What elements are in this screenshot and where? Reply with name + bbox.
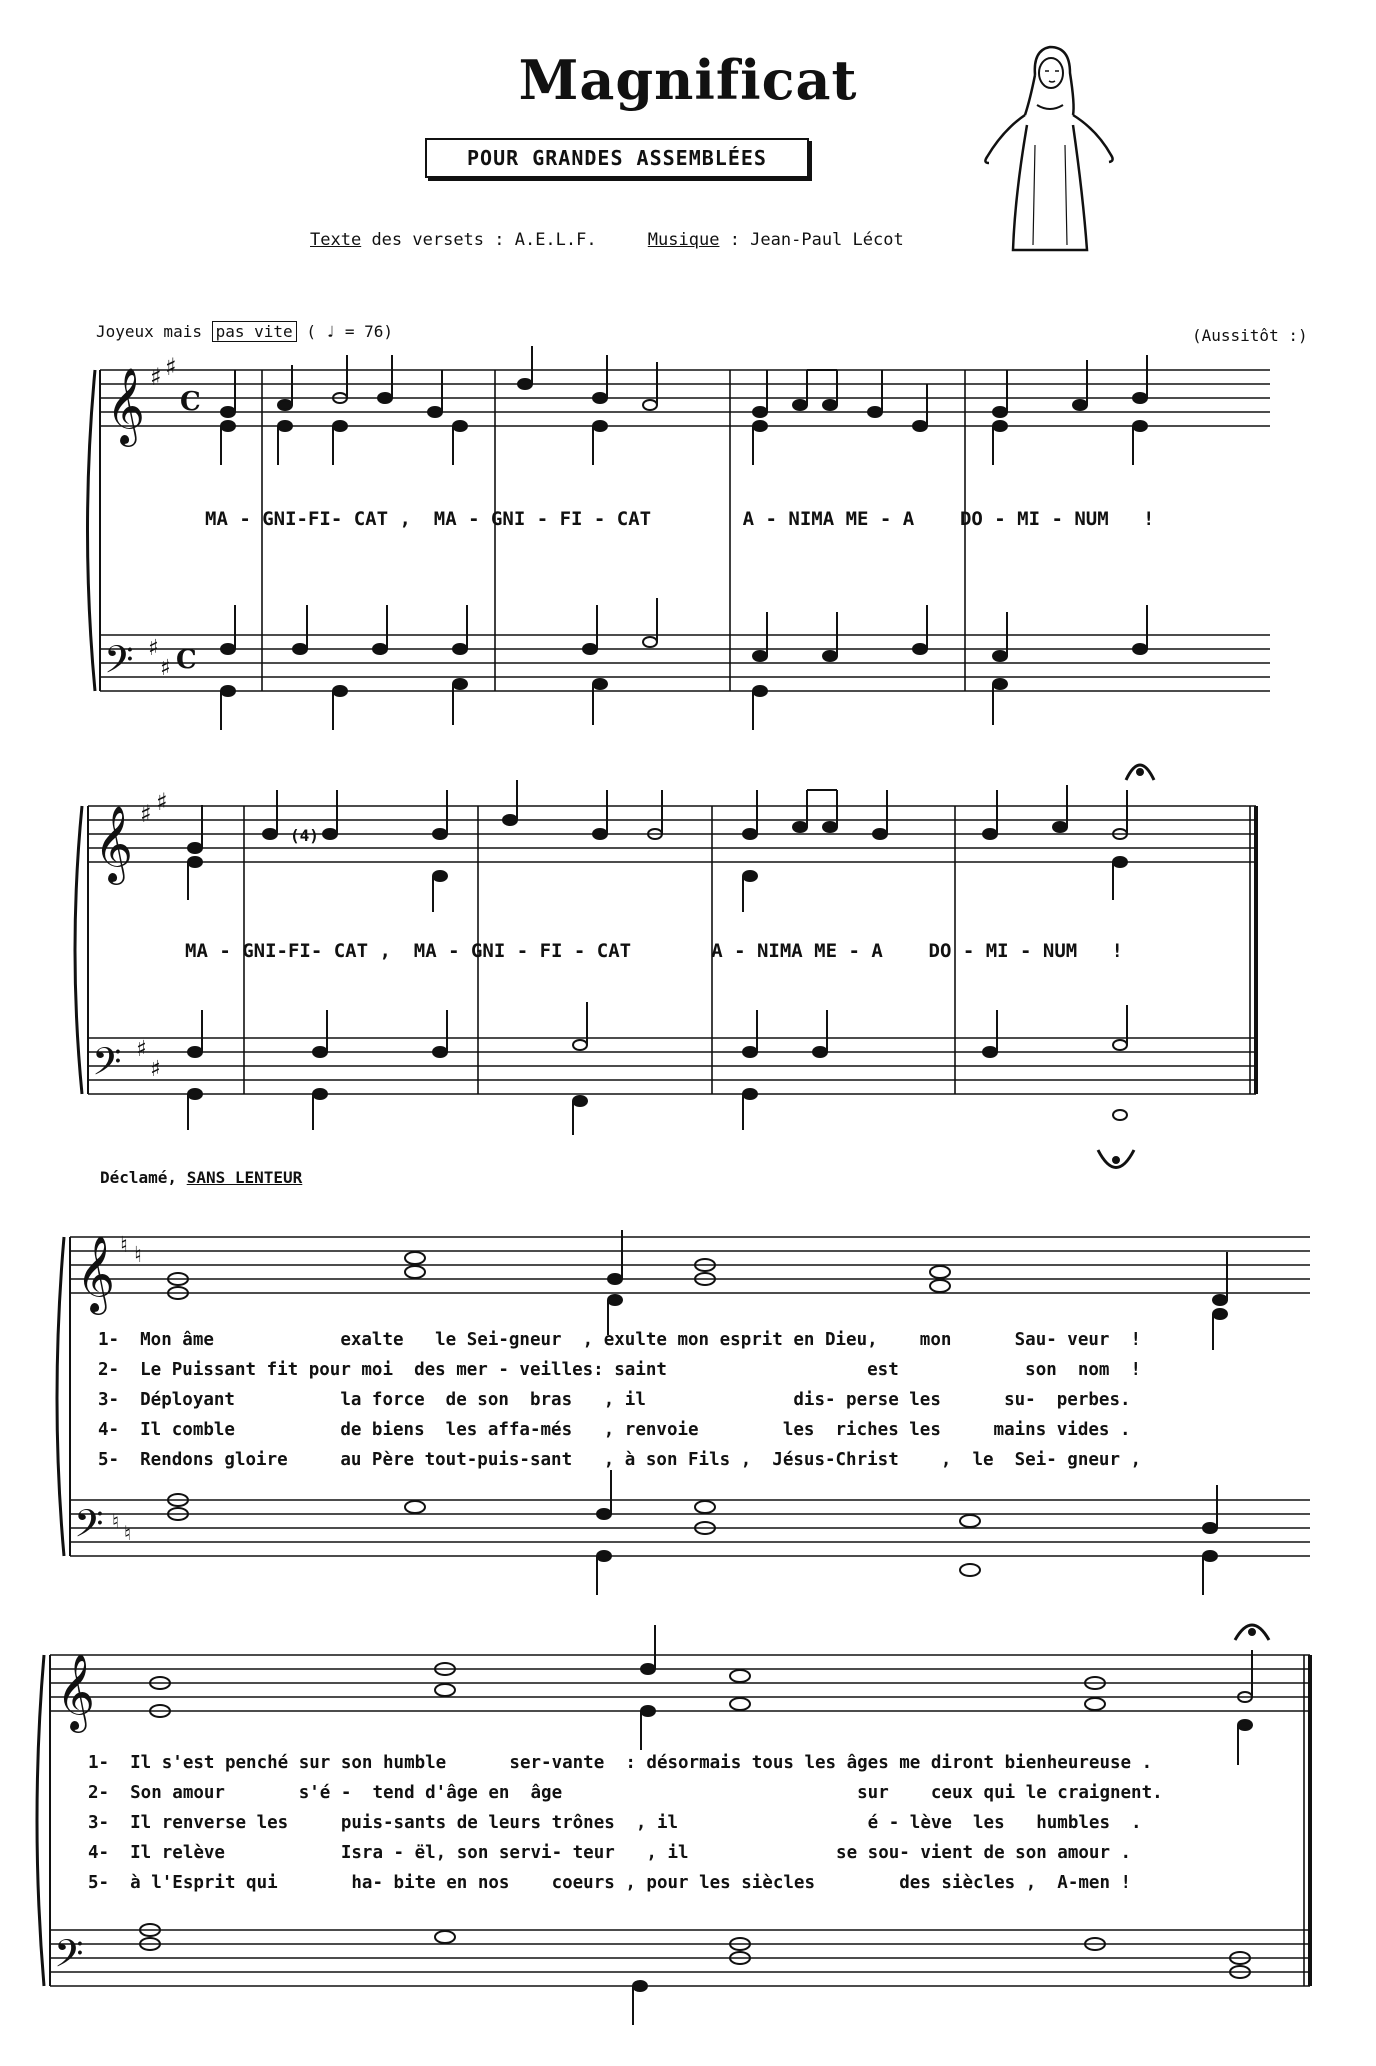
svg-text:C: C [180, 387, 201, 417]
system2-bass-staff [88, 1038, 1256, 1094]
music-credit: : Jean-Paul Lécot [729, 230, 904, 250]
music-label: Musique [647, 230, 720, 250]
svg-text:♮: ♮ [112, 1509, 120, 1533]
svg-text:𝄞: 𝄞 [94, 805, 134, 882]
tempo-marking: ( ♩ = 76) [306, 322, 394, 341]
page-title: Magnificat [518, 48, 858, 112]
verse-line: 2- Son amour s'é - tend d'âge en âge sur ceux qui le craignent. [88, 1783, 1163, 1803]
svg-text:♯: ♯ [150, 363, 162, 391]
svg-text:♯: ♯ [165, 353, 177, 381]
svg-text:𝄢: 𝄢 [104, 637, 134, 691]
verses-part2 [88, 1753, 1163, 1903]
system3-treble-staff [70, 1237, 1310, 1293]
refrain-lyrics-line2: MA - GNI-FI- CAT , MA - GNI - FI - CAT A - NIMA ME - A DO - MI - NUM ! [185, 940, 1123, 962]
svg-text:C: C [176, 645, 197, 675]
text-label: Texte [310, 230, 362, 250]
svg-text:𝄢: 𝄢 [74, 1501, 104, 1555]
verse-line: 1- Mon âme exalte le Sei-gneur , exulte mon esprit en Dieu, mon Sau- veur ! [98, 1330, 1142, 1350]
aussitot-note: (Aussitôt :) [1192, 326, 1308, 345]
subtitle-box: POUR GRANDES ASSEMBLÉES [425, 138, 809, 178]
svg-text:♯: ♯ [140, 800, 152, 828]
direction-prefix: Déclamé, [100, 1168, 178, 1187]
verse-line: 4- Il comble de biens les affa-més , renvoie les riches les mains vides . [98, 1420, 1131, 1440]
system1-notes [221, 346, 1147, 465]
verse-line: 5- à l'Esprit qui ha- bite en nos coeurs , pour les siècles des siècles , A-men ! [88, 1873, 1132, 1893]
verse-line: 3- Déployant la force de son bras , il dis- perse les su- perbes. [98, 1390, 1131, 1410]
verse-line: 4- Il relève Isra - ël, son servi- teur , il se sou- vient de son amour . [88, 1843, 1132, 1863]
svg-text:♮: ♮ [120, 1233, 128, 1258]
verses-part1 [98, 1330, 1141, 1480]
svg-text:𝄞: 𝄞 [76, 1235, 116, 1312]
svg-text:♯: ♯ [160, 656, 171, 681]
verse-line: 5- Rendons gloire au Père tout-puis-sant , à son Fils , Jésus-Christ , le Sei- gneur , [98, 1450, 1142, 1470]
svg-text:♯: ♯ [136, 1037, 147, 1062]
system1-treble-staff [100, 370, 1270, 426]
tempo-prefix: Joyeux mais [96, 322, 202, 341]
text-credit: des versets : A.E.L.F. [371, 230, 597, 250]
verse-line: 3- Il renverse les puis-sants de leurs trônes , il é - lève les humbles . [88, 1813, 1142, 1833]
svg-text:♮: ♮ [134, 1243, 142, 1268]
system3-bass-staff [70, 1500, 1310, 1556]
tempo-boxed: pas vite [212, 321, 297, 342]
svg-text:♯: ♯ [150, 1057, 161, 1082]
svg-text:♯: ♯ [148, 636, 159, 661]
verse-line: 2- Le Puissant fit pour moi des mer - veilles: saint est son nom ! [98, 1360, 1142, 1380]
system4-bass-staff [50, 1930, 1310, 1986]
svg-text:♮: ♮ [124, 1521, 132, 1545]
system1-bass-notes [221, 598, 1147, 730]
svg-text:𝄢: 𝄢 [92, 1039, 122, 1093]
svg-text:♯: ♯ [156, 788, 168, 816]
fingering-marking: (4) [290, 826, 319, 845]
svg-text:𝄞: 𝄞 [106, 367, 146, 444]
system4-treble-staff [50, 1655, 1310, 1711]
svg-text:𝄞: 𝄞 [56, 1653, 96, 1730]
system1-bass-staff [100, 635, 1270, 691]
refrain-lyrics-line1: MA - GNI-FI- CAT , MA - GNI - FI - CAT A - NIMA ME - A DO - MI - NUM ! [205, 508, 1155, 530]
verse-direction [100, 1168, 302, 1187]
direction-underlined: SANS LENTEUR [186, 1168, 303, 1187]
verse-line: 1- Il s'est penché sur son humble ser-vante : désormais tous les âges me diront bienheureuse . [88, 1753, 1153, 1773]
svg-text:𝄢: 𝄢 [54, 1931, 84, 1985]
